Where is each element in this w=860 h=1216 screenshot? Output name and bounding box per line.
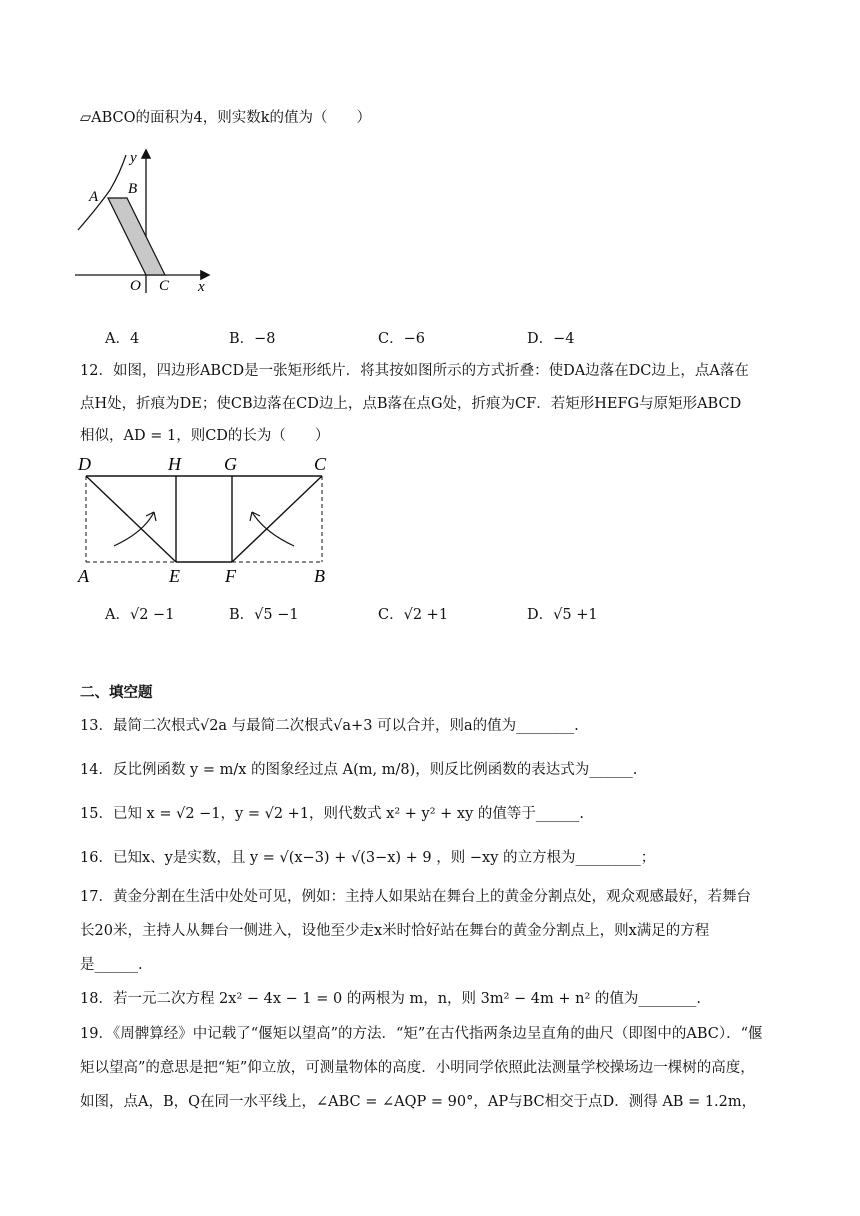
label-A: A (78, 566, 89, 586)
q11-option-b[interactable]: B．−8 (229, 331, 276, 347)
q17-line-2: 长20米，主持人从舞台一侧进入，设他至少走x米时恰好站在舞台的黄金分割点上，则x满足的方程 (80, 923, 710, 939)
q19-line-2: 矩以望高”的意思是把“矩”仰立放，可测量物体的高度．小明同学依照此法测量学校操场边一棵树的高度， (80, 1060, 755, 1076)
q12-line-3: 相似，AD = 1，则CD的长为（ ） (80, 428, 330, 444)
label-C: C (314, 454, 327, 474)
q19-line-1: 19．《周髀算经》中记载了“偃矩以望高”的方法．“矩”在古代指两条边呈直角的曲尺（即图中的ABC）．“偃 (80, 1026, 763, 1042)
q11-stem: ▱ABCO的面积为4，则实数k的值为（ ） (80, 110, 372, 126)
label-E: E (169, 566, 180, 586)
q16: 16．已知x、y是实数，且 y = √(x−3) + √(3−x) + 9 ，则 −xy 的立方根为_________； (80, 850, 656, 866)
label-B: B (314, 566, 325, 586)
q11-figure (70, 145, 220, 295)
q11-option-d[interactable]: D．−4 (527, 331, 575, 347)
label-y: y (130, 150, 137, 166)
section-title: 二、填空题 (80, 685, 153, 701)
q11-option-c[interactable]: C．−6 (378, 331, 425, 347)
q13: 13．最简二次根式√2a 与最简二次根式√a+3 可以合并，则a的值为________. (80, 718, 579, 734)
q12-option-b[interactable]: B．√5 −1 (229, 607, 299, 623)
q12-option-a[interactable]: A．√2 −1 (105, 607, 175, 623)
q12-option-c[interactable]: C．√2 +1 (378, 607, 449, 623)
q18: 18．若一元二次方程 2x² − 4x − 1 = 0 的两根为 m，n，则 3m² − 4m + n² 的值为________. (80, 991, 702, 1007)
q19-line-3: 如图，点A，B，Q在同一水平线上，∠ABC = ∠AQP = 90°，AP与BC相交于点D．测得 AB = 1.2m， (80, 1094, 757, 1110)
label-D: D (78, 454, 91, 474)
q12-line-1: 12．如图，四边形ABCD是一张矩形纸片．将其按如图所示的方式折叠：使DA边落在DC边上，点A落在 (80, 363, 749, 379)
label-A: A (89, 189, 99, 205)
label-F: F (225, 566, 236, 586)
q14: 14．反比例函数 y = m/x 的图象经过点 A(m, m/8)，则反比例函数的表达式为______. (80, 762, 638, 778)
q12-option-d[interactable]: D．√5 +1 (527, 607, 598, 623)
label-B: B (128, 181, 138, 197)
label-O: O (130, 278, 141, 294)
fold-arrow-right (252, 512, 294, 546)
label-H: H (168, 454, 181, 474)
fold-arrow-left (114, 512, 154, 546)
q17-line-3: 是______. (80, 957, 143, 973)
parallelogram-abco (108, 198, 165, 275)
label-x: x (198, 279, 205, 295)
q11-option-a[interactable]: A．4 (105, 331, 140, 347)
q12-line-2: 点H处，折痕为DE；使CB边落在CD边上，点B落在点G处，折痕为CF．若矩形HEFG与原矩形ABCD (80, 396, 742, 412)
label-C: C (159, 278, 170, 294)
q15: 15．已知 x = √2 −1，y = √2 +1，则代数式 x² + y² + xy 的值等于______. (80, 806, 584, 822)
q17-line-1: 17．黄金分割在生活中处处可见，例如：主持人如果站在舞台上的黄金分割点处，观众观感最好，若舞台 (80, 889, 751, 905)
q12-figure (74, 452, 344, 588)
label-G: G (224, 454, 237, 474)
